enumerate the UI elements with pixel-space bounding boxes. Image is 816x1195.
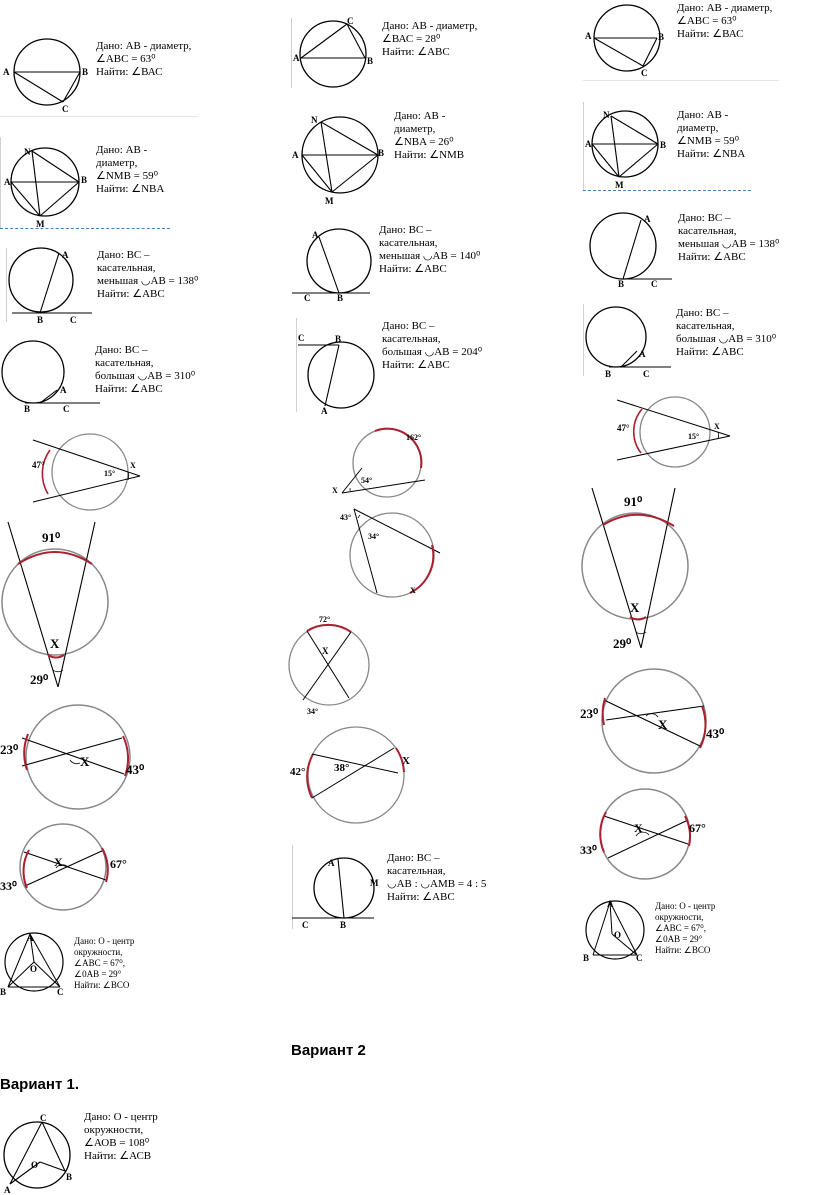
label-n: N (603, 110, 610, 120)
label-a: A (4, 177, 11, 187)
problem-text: Дано: О - центр окружности, ∠АВС = 67⁰, ∠0АВ = 29° Найти: ∠ВСО (655, 901, 716, 955)
problem-text: Дано: АВ - диаметр, ∠АВС = 63⁰ Найти: ∠ВАС (96, 40, 192, 78)
label-n: N (24, 147, 31, 157)
unknown-x: X (332, 486, 338, 495)
label-c: C (636, 953, 643, 963)
arc-label-left: 23⁰ (0, 742, 19, 757)
tangent-circle-figure (290, 224, 380, 304)
label-b: B (81, 175, 88, 185)
angle-label: 29⁰ (30, 672, 49, 687)
label-m: M (615, 180, 624, 190)
chord-angle-figure (290, 730, 420, 830)
label-a: A (4, 1185, 11, 1195)
label-b: B (335, 334, 342, 344)
label-a: A (3, 67, 10, 77)
chord-angle-figure (578, 670, 738, 785)
separator (0, 228, 170, 229)
problem-card-bottom (0, 1108, 200, 1195)
label-a: A (312, 230, 319, 240)
diameter-circle-figure (0, 38, 100, 118)
center-triangle-figure (0, 932, 70, 1002)
label-c: C (651, 279, 658, 289)
label-n: N (311, 115, 318, 125)
problem-card-c5-col3 (580, 898, 780, 968)
problem-text: Дано: ВС – касательная, меньшая ◡АВ = 140⁰ Найти: ∠АВС (379, 224, 481, 275)
label-b: B (660, 140, 667, 150)
tangent-circle-figure (583, 208, 678, 293)
label-a: A (292, 150, 299, 160)
problem-card-c5-col1 (0, 932, 200, 1002)
problem-text: Дано: АВ - диаметр, ∠ВАС = 28⁰ Найти: ∠АВС (382, 20, 478, 58)
label-a: A (62, 250, 69, 260)
arc-label-right: 67° (110, 857, 127, 871)
label-a: A (585, 31, 592, 41)
label-c: C (643, 369, 650, 379)
unknown-x: X (658, 717, 668, 732)
arc-label: 91⁰ (624, 494, 643, 509)
problem-text: Дано: АВ - диаметр, ∠NBA = 26⁰ Найти: ∠NMB (394, 110, 465, 161)
arc-label-left: 33⁰ (0, 879, 17, 893)
label-c: C (641, 68, 648, 78)
unknown-x: X (630, 600, 640, 615)
label-a: A (639, 349, 646, 359)
chord-angle-figure (0, 704, 160, 819)
problem-text: Дано: ВС – касательная, большая ◡АВ = 310⁰ Найти: ∠АВС (95, 344, 196, 395)
angle-label: 15° (688, 432, 700, 441)
arc-label-right: 43⁰ (706, 726, 725, 741)
secant-angle-figure (28, 432, 148, 517)
inscribed-angle-figure (583, 106, 673, 196)
label-c: C (40, 1113, 47, 1123)
label-b: B (367, 56, 374, 66)
tangent-circle-figure (583, 304, 678, 384)
label-m: M (325, 196, 334, 206)
label-o: O (31, 1160, 39, 1170)
label-a: A (321, 406, 328, 416)
problem-card-c1-col3 (583, 2, 793, 80)
problem-card-c1-col1 (0, 38, 200, 118)
problem-text: Дано: ВС – касательная, большая ◡АВ = 310⁰ Найти: ∠АВС (676, 307, 777, 358)
label-m: M (370, 878, 379, 888)
problem-text: Дано: ВС – касательная, ◡АВ : ◡АМВ = 4 : 5 Найти: ∠АВС (387, 852, 487, 903)
separator (583, 80, 779, 81)
label-c: C (302, 920, 309, 930)
arc-label-right: 67° (689, 821, 706, 835)
problem-text: Дано: ВС – касательная, большая ◡АВ = 204⁰ Найти: ∠АВС (382, 320, 483, 371)
label-b: B (24, 404, 31, 414)
problem-card-c3-col2 (290, 224, 510, 304)
label-b: B (378, 148, 385, 158)
problem-text: Дано: О - центр окружности, ∠АВС = 67⁰, ∠0АВ = 29° Найти: ∠ВСО (74, 936, 135, 990)
angle-label: 38° (334, 762, 350, 774)
label-a: A (585, 139, 592, 149)
unknown-x: X (634, 821, 643, 835)
label-b: B (340, 920, 347, 930)
unknown-x: X (410, 586, 416, 595)
problem-card-c1-col2 (290, 16, 500, 91)
problem-card-c2-col2 (290, 110, 510, 205)
arc-label: 47° (32, 460, 45, 470)
chord-angle-figure (578, 792, 728, 887)
tangent-angle-figure (0, 522, 120, 697)
label-b: B (583, 953, 590, 963)
tangent-circle-figure (290, 848, 385, 933)
variant-1-heading: Вариант 1. (0, 1076, 79, 1093)
unknown-x: X (54, 855, 63, 869)
tangent-angle-figure (578, 488, 698, 663)
problem-text: Дано: АВ - диаметр, ∠АВС = 63⁰ Найти: ∠ВАС (677, 2, 773, 40)
arc-label: 47° (617, 423, 630, 433)
unknown-x: X (714, 422, 720, 431)
unknown-x: X (322, 646, 329, 656)
arc-label-right: 43⁰ (126, 762, 145, 777)
angle-label: 29⁰ (613, 636, 632, 651)
unknown-x: X (402, 755, 410, 767)
arc-label-top: 72° (319, 615, 331, 624)
label-o: O (614, 930, 622, 940)
label-b: B (658, 32, 665, 42)
angle-label: 54° (361, 476, 373, 485)
label-a: A (27, 933, 34, 943)
unknown-x: X (50, 636, 60, 651)
label-b: B (0, 987, 7, 997)
inscribed-angle-figure (290, 110, 390, 205)
label-b: B (618, 279, 625, 289)
secant-angle-figure (340, 505, 450, 600)
problem-card-c5-col2 (290, 848, 500, 933)
label-b: B (66, 1172, 73, 1182)
label-c: C (63, 404, 70, 414)
arc-label-left: 23⁰ (580, 706, 599, 721)
label-b: B (337, 293, 344, 303)
angle-label: 15° (104, 469, 116, 478)
label-c: C (304, 293, 311, 303)
problem-card-c3-col3 (583, 208, 793, 293)
problem-text: Дано: ВС – касательная, меньшая ◡АВ = 138⁰ Найти: ∠АВС (97, 249, 199, 300)
label-a: A (607, 899, 614, 909)
label-o: O (30, 964, 38, 974)
label-a: A (644, 214, 651, 224)
unknown-x: X (130, 461, 136, 470)
variant-2-heading: Вариант 2 (291, 1042, 366, 1059)
secant-angle-figure (330, 428, 440, 508)
arc-label-left: 33⁰ (580, 843, 597, 857)
label-c: C (298, 333, 305, 343)
center-triangle-figure (0, 1108, 80, 1195)
label-m: M (36, 219, 45, 229)
arc-label-left: 42° (290, 766, 306, 778)
label-c: C (57, 987, 64, 997)
diameter-circle-figure (290, 16, 380, 91)
arc-label: 91⁰ (42, 530, 61, 545)
label-c: C (62, 104, 69, 114)
problem-card-c4-col1 (0, 338, 210, 418)
label-a: A (293, 53, 300, 63)
arc-label: 162° (406, 433, 422, 442)
chord-angle-figure (0, 828, 160, 913)
label-a: A (60, 385, 67, 395)
chord-angle-figure (285, 610, 375, 725)
arc-label: 34° (368, 532, 380, 541)
inscribed-angle-figure (0, 142, 100, 232)
problem-text: Дано: АВ - диаметр, ∠NMB = 59⁰ Найти: ∠NBA (96, 144, 165, 195)
secant-angle-figure (612, 396, 742, 476)
problem-card-c4-col3 (583, 304, 793, 384)
arc-label-bottom: 34° (307, 707, 319, 716)
diameter-circle-figure (583, 2, 673, 80)
separator (583, 190, 751, 191)
tangent-circle-figure (0, 245, 100, 330)
angle-label: 43° (340, 513, 352, 522)
label-a: A (328, 858, 335, 868)
problem-card-c4-col2 (295, 320, 515, 415)
tangent-circle-figure (0, 338, 110, 418)
label-c: C (70, 315, 77, 325)
label-c: C (347, 16, 354, 26)
problem-card-c2-col1 (0, 142, 200, 232)
unknown-x: X (80, 754, 90, 769)
problem-text: Дано: АВ - диаметр, ∠NMB = 59⁰ Найти: ∠NBA (677, 109, 746, 160)
problem-card-c3-col1 (0, 245, 210, 330)
problem-text: Дано: О - центр окружности, ∠АОВ = 108⁰ Найти: ∠АСВ (84, 1111, 158, 1162)
label-b: B (37, 315, 44, 325)
label-b: B (605, 369, 612, 379)
problem-card-c2-col3 (583, 106, 793, 196)
tangent-circle-figure (295, 320, 385, 415)
center-triangle-figure (580, 898, 650, 968)
label-b: B (82, 67, 89, 77)
problem-text: Дано: ВС – касательная, меньшая ◡АВ = 138⁰ Найти: ∠АВС (678, 212, 780, 263)
